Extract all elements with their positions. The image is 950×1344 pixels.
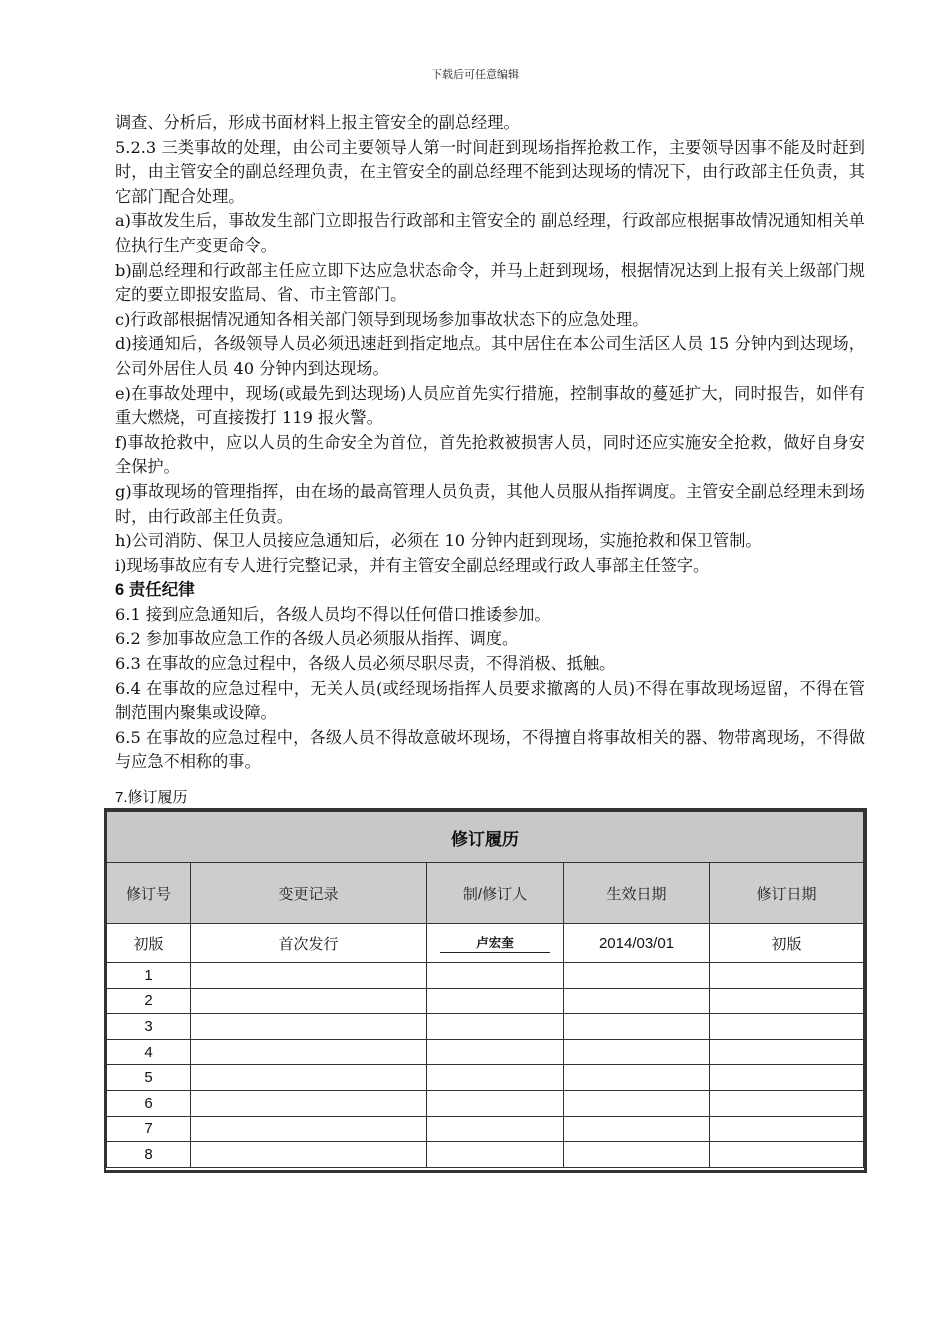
empty-cell — [427, 1090, 564, 1116]
row-number: 5 — [107, 1065, 191, 1091]
empty-cell — [427, 963, 564, 989]
page-header-note: 下载后可任意编辑 — [431, 68, 519, 81]
paragraph: e)在事故处理中，现场(或最先到达现场)人员应首先实行措施，控制事故的蔓延扩大，同时报告，如伴有重大燃烧，可直接拨打 119 报火警。 — [115, 383, 865, 428]
cell-author — [427, 924, 564, 963]
empty-cell — [710, 1116, 864, 1142]
empty-cell — [710, 988, 864, 1014]
row-number: 1 — [107, 963, 191, 989]
table-row — [107, 1116, 864, 1142]
section-6-item: 6.5 在事故的应急过程中，各级人员不得故意破坏现场，不得擅自将事故相关的器、物带离现场，不得做与应急不相称的事。 — [115, 727, 865, 772]
empty-cell — [564, 1090, 710, 1116]
row-number: 7 — [107, 1116, 191, 1142]
table-row — [107, 1065, 864, 1091]
table-row — [107, 924, 864, 963]
table-row — [107, 1090, 864, 1116]
paragraph: b)副总经理和行政部主任应立即下达应急状态命令，并马上赶到现场，根据情况达到上报有关上级部门规定的要立即报安监局、省、市主管部门。 — [115, 260, 865, 305]
paragraph: f)事故抢救中，应以人员的生命安全为首位，首先抢救被损害人员，同时还应实施安全抢救，做好自身安全保护。 — [115, 432, 865, 477]
header-revision-date: 修订日期 — [710, 863, 864, 924]
cell-effective-date: 2014/03/01 — [564, 924, 710, 963]
section-6-item: 6.4 在事故的应急过程中，无关人员(或经现场指挥人员要求撤离的人员)不得在事故现场逗留，不得在管制范围内聚集或设障。 — [115, 678, 865, 723]
row-number: 3 — [107, 1014, 191, 1040]
paragraph: 5.2.3 三类事故的处理，由公司主要领导人第一时间赶到现场指挥抢救工作，主要领导因事不能及时赶到时，由主管安全的副总经理负责，在主管安全的副总经理不能到达现场的情况下，由行政部主任负责，其它部门配合处理。 — [115, 137, 865, 206]
table-title: 修订履历 — [107, 812, 864, 863]
header-author: 制/修订人 — [427, 863, 564, 924]
paragraph: a)事故发生后，事故发生部门立即报告行政部和主管安全的 副总经理，行政部应根据事故情况通知相关单位执行生产变更命令。 — [115, 211, 865, 255]
empty-cell — [191, 963, 427, 989]
table-row — [107, 988, 864, 1014]
author-signature: 卢宏奎 — [440, 933, 550, 953]
header-revision-no: 修订号 — [107, 863, 191, 924]
empty-cell — [191, 1065, 427, 1091]
paragraph: h)公司消防、保卫人员接应急通知后，必须在 10 分钟内赶到现场，实施抢救和保卫管制。 — [115, 531, 762, 551]
empty-cell — [564, 1039, 710, 1065]
empty-cell — [564, 1065, 710, 1091]
section-7-heading: 7.修订履历 — [115, 789, 188, 806]
empty-cell — [427, 1065, 564, 1091]
row-number: 8 — [107, 1142, 191, 1168]
section-6-item: 6.3 在事故的应急过程中，各级人员必须尽职尽责，不得消极、抵触。 — [115, 654, 616, 674]
table-row — [107, 1039, 864, 1065]
cell-change-record: 首次发行 — [191, 924, 427, 963]
row-number: 2 — [107, 988, 191, 1014]
section-6-item: 6.2 参加事故应急工作的各级人员必须服从指挥、调度。 — [115, 629, 519, 649]
cell-revision-no: 初版 — [107, 924, 191, 963]
document-body — [115, 111, 865, 775]
empty-cell — [564, 1142, 710, 1168]
table-row — [107, 963, 864, 989]
header-change-record: 变更记录 — [191, 863, 427, 924]
row-number: 6 — [107, 1090, 191, 1116]
table-row — [107, 1014, 864, 1040]
cell-revision-date: 初版 — [710, 924, 864, 963]
empty-cell — [427, 1039, 564, 1065]
empty-cell — [564, 1014, 710, 1040]
paragraph: 调查、分析后，形成书面材料上报主管安全的副总经理。 — [115, 113, 520, 132]
section-6-heading: 6 责任纪律 — [115, 581, 195, 600]
empty-cell — [427, 1116, 564, 1142]
empty-cell — [564, 1116, 710, 1142]
empty-cell — [191, 1039, 427, 1065]
empty-cell — [710, 1090, 864, 1116]
paragraph: i)现场事故应有专人进行完整记录，并有主管安全副总经理或行政人事部主任签字。 — [115, 555, 710, 575]
empty-cell — [191, 1014, 427, 1040]
empty-cell — [427, 1142, 564, 1168]
empty-cell — [191, 988, 427, 1014]
empty-cell — [427, 1014, 564, 1040]
table-row — [107, 1142, 864, 1168]
paragraph: c)行政部根据情况通知各相关部门领导到现场参加事故状态下的应急处理。 — [115, 309, 649, 329]
empty-cell — [710, 963, 864, 989]
empty-cell — [710, 1039, 864, 1065]
empty-cell — [710, 1065, 864, 1091]
empty-cell — [564, 988, 710, 1014]
section-6-item: 6.1 接到应急通知后，各级人员均不得以任何借口推诿参加。 — [115, 604, 551, 624]
paragraph: d)接通知后，各级领导人员必须迅速赶到指定地点。其中居住在本公司生活区人员 15 分钟内到达现场，公司外居住人员 40 分钟内到达现场。 — [115, 334, 865, 378]
empty-cell — [191, 1090, 427, 1116]
row-number: 4 — [107, 1039, 191, 1065]
empty-cell — [191, 1116, 427, 1142]
paragraph: g)事故现场的管理指挥，由在场的最高管理人员负责，其他人员服从指挥调度。主管安全副总经理未到场时，由行政部主任负责。 — [115, 481, 865, 526]
revision-history-table — [104, 808, 867, 1173]
header-effective-date: 生效日期 — [564, 863, 710, 924]
empty-cell — [564, 963, 710, 989]
empty-cell — [710, 1142, 864, 1168]
empty-cell — [427, 988, 564, 1014]
empty-cell — [710, 1014, 864, 1040]
empty-cell — [191, 1142, 427, 1168]
